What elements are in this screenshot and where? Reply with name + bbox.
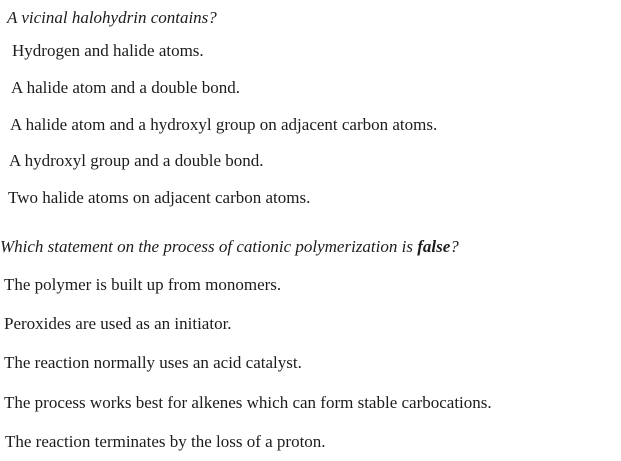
question-1-option-c: A halide atom and a hydroxyl group on adjacent carbon atoms. <box>10 115 438 134</box>
question-2-option-a: The polymer is built up from monomers. <box>4 275 282 294</box>
question-1-option-a: Hydrogen and halide atoms. <box>12 41 204 60</box>
question-2-option-e: The reaction terminates by the loss of a proton. <box>5 432 326 451</box>
question-1-prompt: A vicinal halohydrin contains? <box>7 8 217 27</box>
question-2-option-c: The reaction normally uses an acid catalyst. <box>4 353 302 372</box>
question-1-option-e: Two halide atoms on adjacent carbon atoms. <box>8 188 311 207</box>
question-1-option-b: A halide atom and a double bond. <box>11 78 240 97</box>
question-2-option-b: Peroxides are used as an initiator. <box>4 314 232 333</box>
question-2-prompt-emphasis: false <box>417 237 451 256</box>
question-2-option-d: The process works best for alkenes which can form stable carbocations. <box>4 393 492 412</box>
question-1-option-d: A hydroxyl group and a double bond. <box>9 151 264 170</box>
question-2-prompt <box>0 237 459 257</box>
question-2-prompt-text: Which statement on the process of cationic polymerization is <box>0 237 418 256</box>
question-2-prompt-end: ? <box>450 237 459 256</box>
